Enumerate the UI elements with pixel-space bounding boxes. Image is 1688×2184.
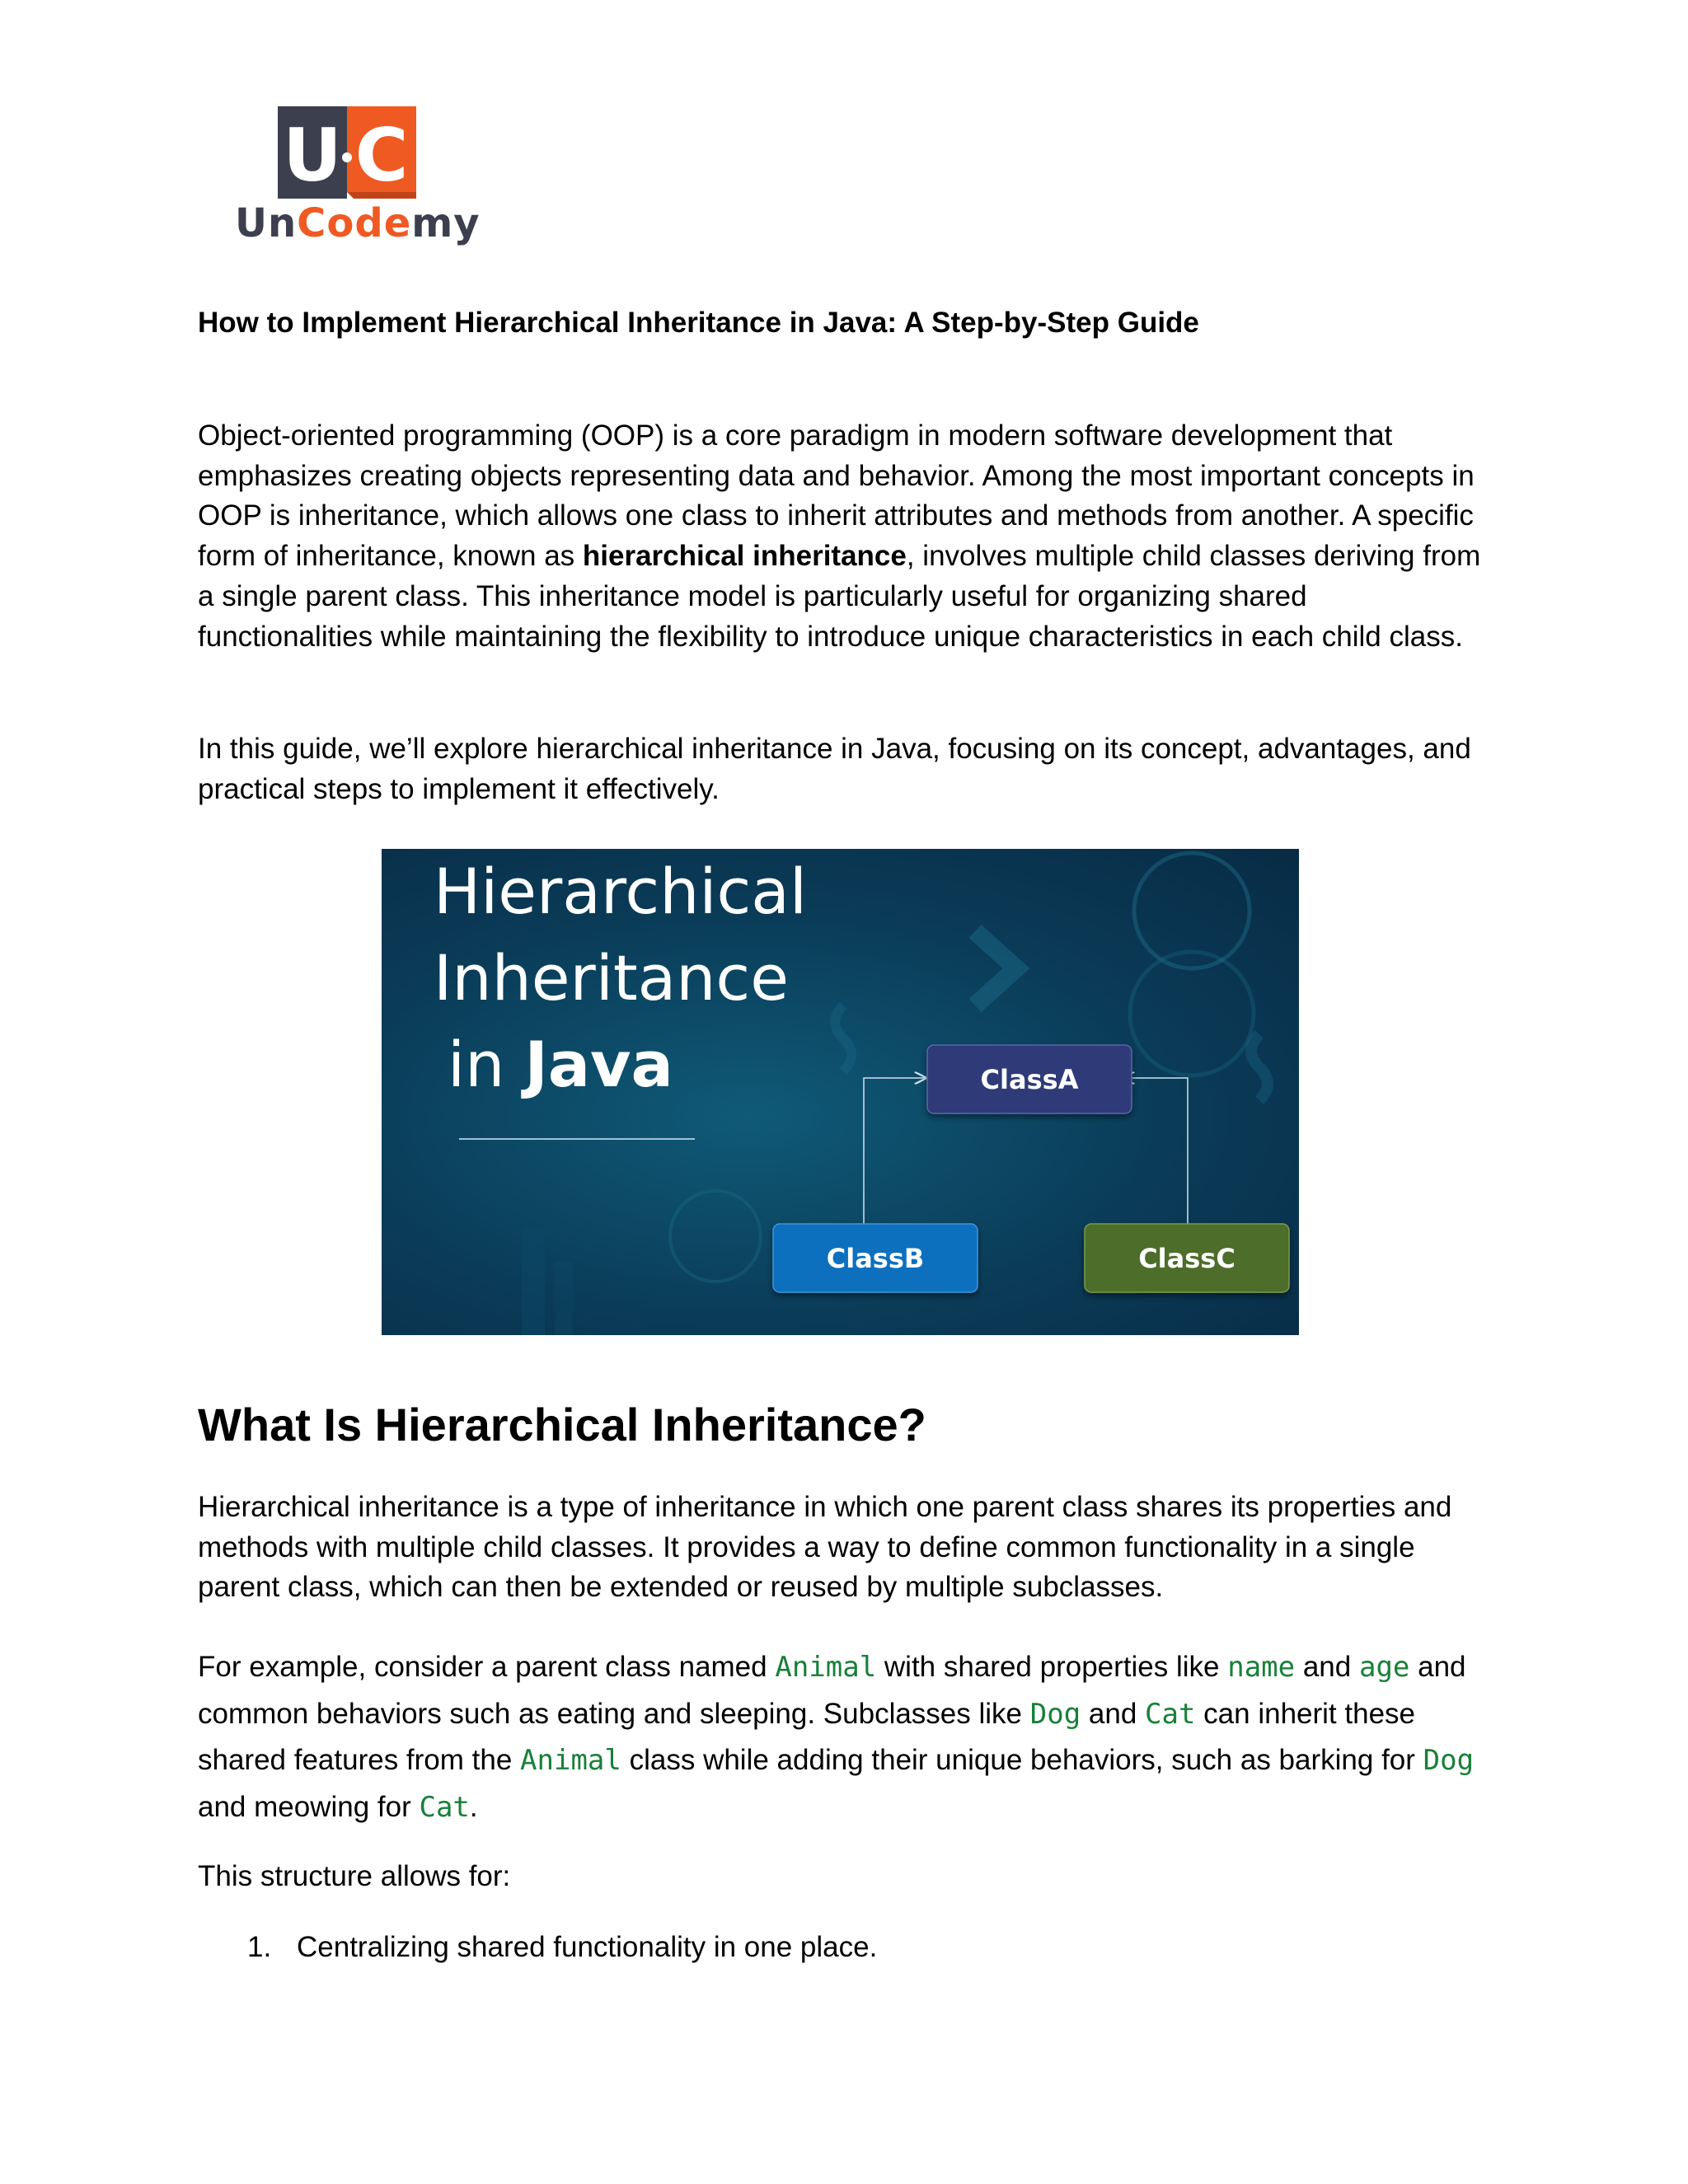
wordmark-my: my xyxy=(411,200,481,246)
hero-title-line-3 xyxy=(448,1028,673,1101)
document-title: How to Implement Hierarchical Inheritance in Java: A Step-by-Step Guide xyxy=(198,307,1199,339)
connector-c-to-a xyxy=(1123,1078,1188,1224)
example-paragraph xyxy=(198,1644,1484,1830)
uncodemy-logo xyxy=(235,103,481,251)
class-b-label: ClassB xyxy=(826,1243,925,1274)
wordmark-code: Code xyxy=(297,200,412,246)
logo-letter-u: U xyxy=(283,113,342,198)
guide-paragraph: In this guide, we’ll explore hierarchical inheritance in Java, focusing on its concept, advantages, and practical steps to implement it effectively. xyxy=(198,733,1471,805)
deco-curly-left xyxy=(835,1005,851,1071)
code-name: name xyxy=(1227,1651,1296,1684)
example-text: and common behaviors such as eating and sleeping. Subclasses like xyxy=(198,1651,1466,1730)
logo-wordmark xyxy=(235,200,481,246)
intro-paragraph xyxy=(198,416,1484,657)
deco-chevron xyxy=(975,931,1016,1005)
example-text: can inherit these shared features from the xyxy=(198,1697,1416,1776)
example-text: For example, consider a parent class named xyxy=(198,1651,776,1683)
example-text: with shared properties like xyxy=(876,1651,1228,1683)
list-item-text: Centralizing shared functionality in one place. xyxy=(297,1931,878,1963)
wordmark-un: Un xyxy=(235,200,298,246)
example-text: class while adding their unique behaviors, such as barking for xyxy=(621,1744,1423,1776)
intro-bold-term: hierarchical inheritance xyxy=(582,540,907,573)
class-c-label: ClassC xyxy=(1138,1243,1236,1274)
logo-letter-c: C xyxy=(354,113,409,198)
uc-logo-mark xyxy=(278,106,416,199)
code-animal: Animal xyxy=(520,1744,621,1777)
hero-title-line-1: Hierarchical xyxy=(434,855,807,928)
intro-text-1: Object-oriented programming (OOP) is a core paradigm in modern software development that emphasizes creating objects representing data and behavior. Among the most important concepts in OOP is inheritance, which allows one class to inherit attributes and methods from another. A specific form of inheritance, known as xyxy=(198,419,1475,573)
example-text: and xyxy=(1295,1651,1359,1683)
code-cat: Cat xyxy=(419,1790,470,1824)
example-text: . xyxy=(469,1790,478,1823)
deco-bar-1 xyxy=(522,1228,545,1335)
class-a-label: ClassA xyxy=(980,1064,1079,1095)
example-text: and xyxy=(1081,1697,1146,1730)
hero-title-line-2: Inheritance xyxy=(434,941,789,1015)
logo-dot xyxy=(342,152,352,162)
deco-circle-3 xyxy=(670,1191,761,1282)
structure-intro: This structure allows for: xyxy=(198,1860,511,1892)
code-animal: Animal xyxy=(775,1651,877,1684)
hero-title-in: in xyxy=(448,1028,525,1101)
benefits-list xyxy=(247,1931,877,1964)
list-item-number: 1. xyxy=(247,1931,272,1963)
hero-title-java: Java xyxy=(524,1028,673,1101)
example-text: and meowing for xyxy=(198,1790,420,1823)
connector-b-to-a xyxy=(864,1078,926,1224)
hero-image xyxy=(382,849,1299,1335)
hero-illustration xyxy=(382,849,1299,1335)
intro-text-2: , involves multiple child classes deriving from a single parent class. This inheritance model is particularly useful for organizing shared functionalities while maintaining the flexibility to introduce unique characteristics in each child class. xyxy=(198,540,1481,653)
list-item xyxy=(247,1931,877,1964)
code-dog: Dog xyxy=(1423,1744,1475,1777)
definition-paragraph: Hierarchical inheritance is a type of inheritance in which one parent class shares its properties and methods with multiple child classes. It provides a way to define common functionality in a single parent class, which can then be extended or reused by multiple subclasses. xyxy=(198,1491,1452,1604)
section-heading: What Is Hierarchical Inheritance? xyxy=(198,1399,926,1451)
code-age: age xyxy=(1358,1651,1410,1684)
code-cat: Cat xyxy=(1145,1697,1196,1731)
deco-curly-right xyxy=(1251,1034,1268,1100)
code-dog: Dog xyxy=(1029,1697,1081,1731)
deco-bar-2 xyxy=(555,1261,573,1335)
